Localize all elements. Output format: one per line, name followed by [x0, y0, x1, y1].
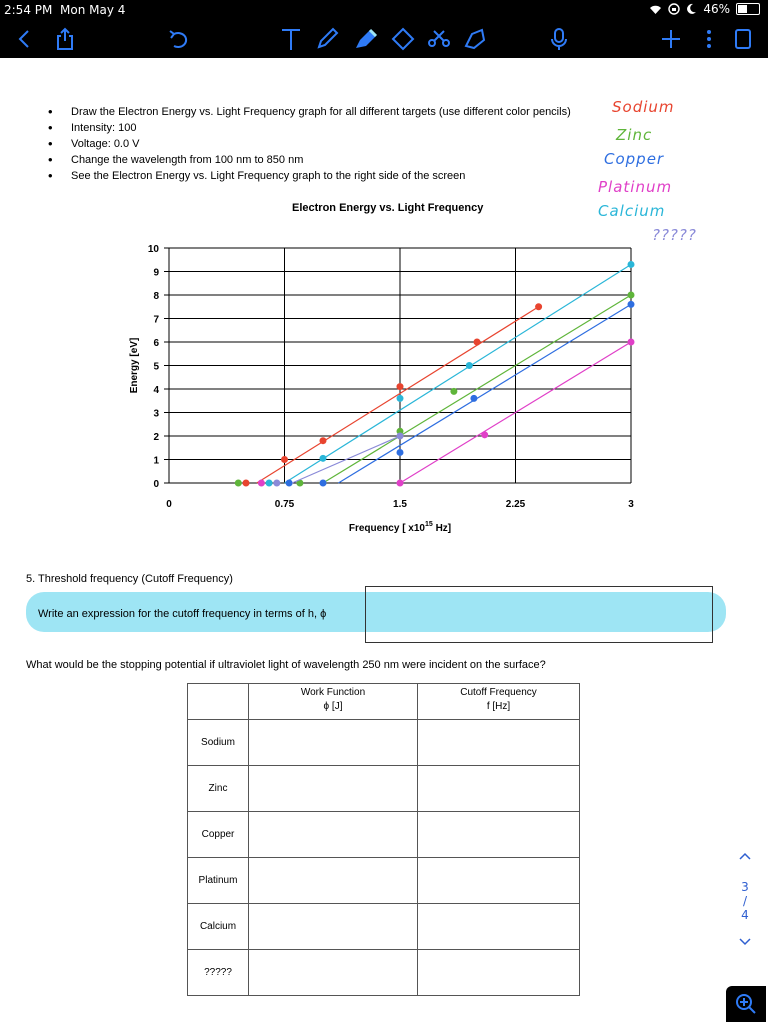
page-indicator	[735, 850, 755, 950]
instruction-item: • Voltage: 0.0 V	[48, 136, 571, 152]
work-function-cell[interactable]	[249, 720, 418, 766]
data-point	[258, 480, 265, 487]
data-point	[235, 480, 242, 487]
status-time: 2:54 PM	[4, 3, 53, 17]
data-point	[450, 388, 457, 395]
data-point	[397, 395, 404, 402]
header-unit: f [Hz]	[486, 701, 511, 712]
cutoff-frequency-cell[interactable]	[418, 720, 580, 766]
table-row	[188, 858, 580, 904]
x-tick-label: 3	[628, 499, 634, 510]
series-line	[257, 307, 539, 483]
data-point	[320, 455, 327, 462]
data-point	[320, 437, 327, 444]
data-point	[281, 456, 288, 463]
header-label: Cutoff Frequency	[460, 687, 537, 698]
y-tick-label: 4	[153, 385, 159, 396]
header-unit: ϕ [J]	[323, 701, 343, 712]
material-name: Zinc	[188, 766, 249, 812]
data-point	[320, 480, 327, 487]
table-row	[188, 950, 580, 996]
data-point	[397, 383, 404, 390]
data-point	[266, 480, 273, 487]
table-header-cell	[188, 684, 249, 720]
page-up-button[interactable]	[735, 850, 755, 864]
y-axis-label: Energy [eV]	[129, 337, 140, 394]
status-date: Mon May 4	[60, 3, 126, 17]
data-point	[470, 395, 477, 402]
material-name: ?????	[188, 950, 249, 996]
y-tick-label: 9	[153, 267, 159, 279]
data-point	[628, 339, 635, 346]
current-page: 3	[741, 880, 749, 894]
data-point	[397, 433, 404, 440]
work-function-cell[interactable]	[249, 950, 418, 996]
handwritten-unknown: ?????	[652, 226, 697, 244]
y-tick-label: 1	[153, 455, 159, 467]
cutoff-frequency-cell[interactable]	[418, 812, 580, 858]
data-point	[535, 303, 542, 310]
data-point	[628, 292, 635, 299]
handwritten-calcium: Calcium	[598, 202, 666, 220]
stopping-potential-question: What would be the stopping potential if ultraviolet light of wavelength 250 nm were incident on the surface?	[26, 659, 546, 671]
cutoff-expression-prompt: Write an expression for the cutoff frequency in terms of h, ϕ	[38, 608, 327, 620]
series-line	[338, 304, 631, 483]
data-point	[286, 480, 293, 487]
materials-table	[187, 683, 580, 996]
cutoff-frequency-cell[interactable]	[418, 858, 580, 904]
work-function-cell[interactable]	[249, 766, 418, 812]
instruction-item: • Change the wavelength from 100 nm to 850 nm	[48, 152, 571, 168]
table-row	[188, 766, 580, 812]
answer-box[interactable]	[365, 586, 713, 643]
y-tick-label: 8	[153, 291, 159, 302]
table-row	[188, 904, 580, 950]
header-label: Work Function	[300, 687, 366, 698]
question-5-title: 5. Threshold frequency (Cutoff Frequency)	[26, 573, 233, 585]
data-point	[481, 431, 488, 438]
data-point	[397, 449, 404, 456]
battery-percent: 46%	[703, 2, 730, 16]
material-name: Sodium	[188, 720, 249, 766]
x-tick-label: 2.25	[505, 499, 526, 510]
page-separator: /	[742, 894, 748, 908]
material-name: Platinum	[188, 858, 249, 904]
y-tick-label: 2	[153, 432, 159, 443]
y-tick-label: 6	[153, 338, 159, 349]
table-header-row	[188, 684, 580, 720]
material-name: Calcium	[188, 904, 249, 950]
handwritten-sodium: Sodium	[612, 98, 675, 116]
data-point	[243, 480, 250, 487]
table-header-work-function	[249, 684, 418, 720]
total-pages: 4	[741, 908, 749, 922]
data-point	[628, 261, 635, 268]
data-point	[397, 480, 404, 487]
cutoff-frequency-cell[interactable]	[418, 950, 580, 996]
instruction-item: • Intensity: 100	[48, 120, 571, 136]
y-tick-label: 0	[153, 479, 159, 490]
zoom-button[interactable]	[726, 986, 766, 1022]
page-down-button[interactable]	[735, 936, 755, 950]
chevron-down-icon	[738, 937, 752, 947]
instruction-item: • Draw the Electron Energy vs. Light Frequency graph for all different targets (use different color pencils)	[48, 104, 571, 120]
x-tick-label: 0	[166, 499, 172, 510]
material-name: Copper	[188, 812, 249, 858]
handwritten-copper: Copper	[604, 150, 665, 168]
zoom-in-icon	[735, 993, 757, 1015]
y-tick-label: 7	[153, 314, 159, 326]
y-tick-label: 5	[153, 361, 159, 373]
cutoff-frequency-cell[interactable]	[418, 766, 580, 812]
handwritten-zinc: Zinc	[616, 126, 653, 144]
data-point	[474, 339, 481, 346]
work-function-cell[interactable]	[249, 858, 418, 904]
chevron-up-icon	[738, 851, 752, 861]
work-function-cell[interactable]	[249, 904, 418, 950]
x-axis-label: Frequency [ $x10^{15}$ Hz]	[348, 521, 452, 534]
chart-title: Electron Energy vs. Light Frequency	[292, 202, 484, 214]
instruction-item: • See the Electron Energy vs. Light Frequency graph to the right side of the screen	[48, 168, 571, 184]
y-tick-label: 3	[153, 408, 159, 420]
data-point	[273, 480, 280, 487]
work-function-cell[interactable]	[249, 812, 418, 858]
x-tick-label: 0.75	[274, 499, 295, 510]
x-tick-label: 1.5	[393, 499, 407, 510]
data-point	[628, 301, 635, 308]
handwritten-platinum: Platinum	[598, 178, 673, 196]
data-point	[466, 362, 473, 369]
cutoff-frequency-cell[interactable]	[418, 904, 580, 950]
table-row	[188, 812, 580, 858]
table-row	[188, 720, 580, 766]
y-tick-label: 10	[147, 244, 159, 255]
table-header-cutoff-frequency	[418, 684, 580, 720]
